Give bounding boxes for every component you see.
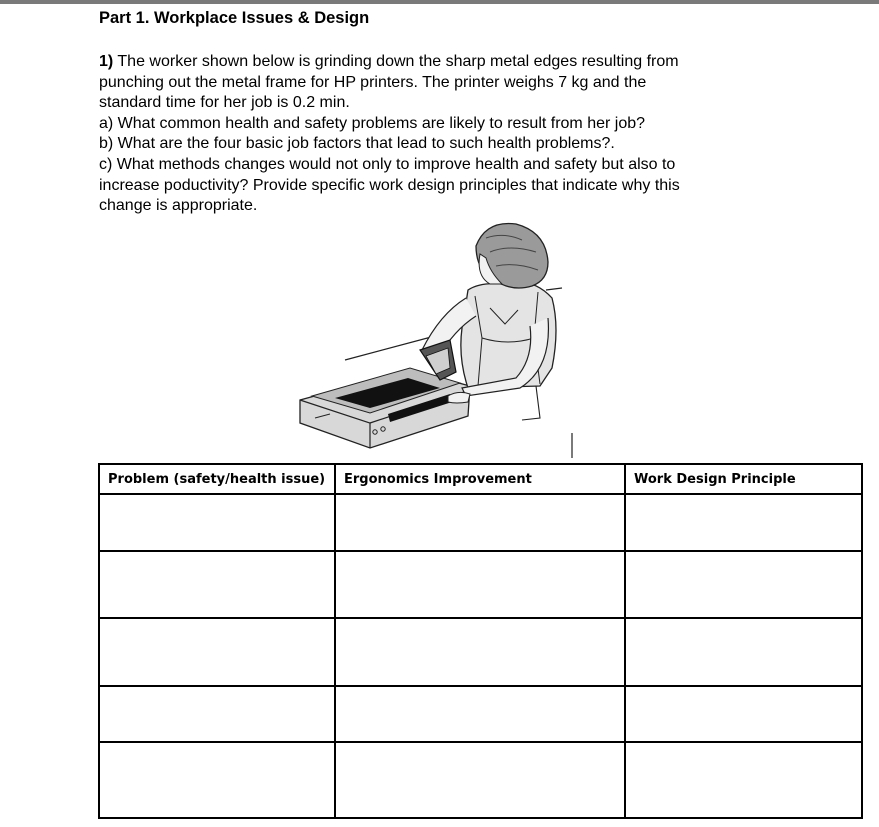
question-part-c-2: increase poductivity? Provide specific work design principles that indicate why this: [99, 176, 680, 194]
principle-cell[interactable]: [625, 618, 862, 686]
problem-cell[interactable]: [99, 686, 335, 742]
answer-table: [98, 463, 863, 819]
answer-table-header-row: [99, 464, 862, 494]
improvement-cell[interactable]: [335, 686, 625, 742]
column-header-ergonomics-improvement: Ergonomics Improvement: [335, 464, 625, 494]
table-row: [99, 494, 862, 551]
part-heading: Part 1. Workplace Issues & Design: [99, 9, 370, 27]
improvement-cell[interactable]: [335, 494, 625, 551]
column-header-work-design-principle: Work Design Principle: [625, 464, 862, 494]
worker-grinding-illustration: [290, 218, 585, 466]
problem-cell[interactable]: [99, 494, 335, 551]
question-block: [99, 52, 779, 217]
problem-cell[interactable]: [99, 742, 335, 818]
question-part-c-1: c) What methods changes would not only to improve health and safety but also to: [99, 155, 676, 173]
table-row: [99, 686, 862, 742]
question-part-c-3: change is appropriate.: [99, 197, 258, 215]
column-header-problem: Problem (safety/health issue): [99, 464, 335, 494]
table-row: [99, 618, 862, 686]
question-intro-3: standard time for her job is 0.2 min.: [99, 94, 350, 112]
problem-cell[interactable]: [99, 551, 335, 618]
question-part-b: b) What are the four basic job factors that lead to such health problems?.: [99, 135, 615, 153]
principle-cell[interactable]: [625, 742, 862, 818]
question-line: [99, 52, 779, 73]
question-part-a: a) What common health and safety problems are likely to result from her job?: [99, 114, 646, 132]
table-row: [99, 551, 862, 618]
question-number: 1): [99, 53, 114, 70]
question-intro-2: punching out the metal frame for HP printers. The printer weighs 7 kg and the: [99, 73, 647, 91]
improvement-cell[interactable]: [335, 742, 625, 818]
problem-cell[interactable]: [99, 618, 335, 686]
principle-cell[interactable]: [625, 686, 862, 742]
page-top-rule: [0, 0, 879, 4]
principle-cell[interactable]: [625, 494, 862, 551]
question-intro-1: The worker shown below is grinding down the sharp metal edges resulting from: [113, 53, 679, 70]
improvement-cell[interactable]: [335, 551, 625, 618]
principle-cell[interactable]: [625, 551, 862, 618]
improvement-cell[interactable]: [335, 618, 625, 686]
table-row: [99, 742, 862, 818]
